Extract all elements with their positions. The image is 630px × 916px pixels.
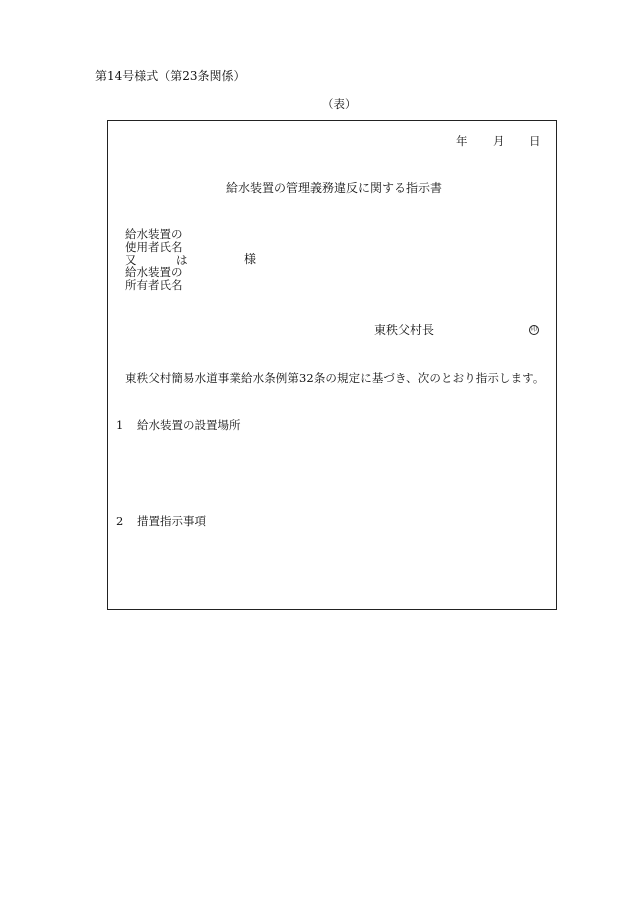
date-month-label: 月 <box>493 134 505 148</box>
item-2-number: 2 <box>116 514 124 528</box>
recipient-line-2: 使用者氏名 <box>125 240 183 254</box>
date-year-label: 年 <box>456 134 468 148</box>
item-1-number: 1 <box>116 418 124 432</box>
instruction-text: 東秩父村簡易水道事業給水条例第32条の規定に基づき、次のとおり指示します。 <box>125 371 545 385</box>
item-1-label: 給水装置の設置場所 <box>137 418 241 432</box>
side-label: （表） <box>322 97 357 111</box>
item-2-label: 措置指示事項 <box>137 514 206 528</box>
recipient-line-3: 又 <box>125 253 137 267</box>
honorific-sama: 様 <box>244 252 257 266</box>
recipient-line-3-tail: は <box>176 253 188 267</box>
document-title: 給水装置の管理義務違反に関する指示書 <box>226 181 443 195</box>
issuer-name: 東秩父村長 <box>374 323 435 337</box>
date-day-label: 日 <box>529 134 541 148</box>
recipient-line-5: 所有者氏名 <box>125 278 183 292</box>
seal-icon: 印 <box>530 326 537 333</box>
recipient-line-4: 給水装置の <box>125 265 183 279</box>
recipient-line-1: 給水装置の <box>125 227 183 241</box>
form-number: 第14号様式（第23条関係） <box>95 69 246 83</box>
